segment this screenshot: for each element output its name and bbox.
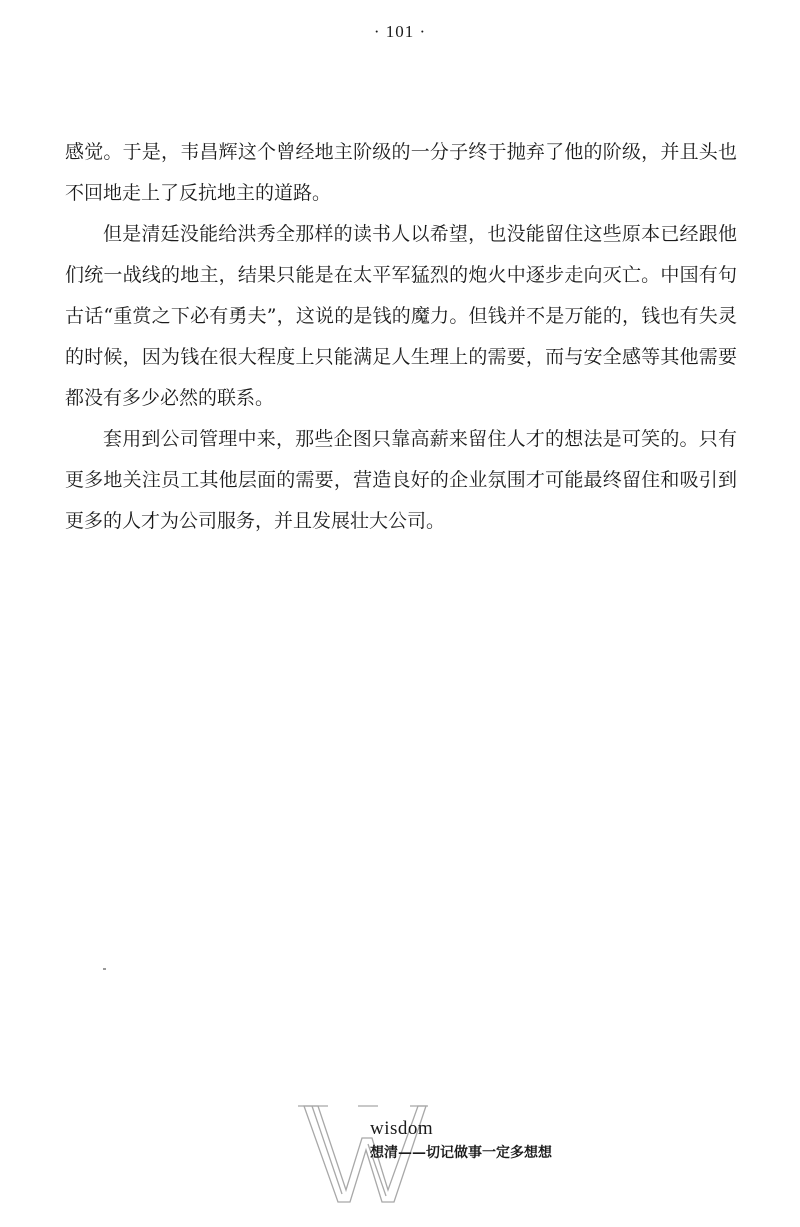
scan-mark	[103, 968, 106, 970]
body-text	[65, 132, 737, 542]
paragraph: 但是清廷没能给洪秀全那样的读书人以希望，也没能留住这些原本已经跟他们统一战线的地主，结果只能是在太平军猛烈的炮火中逐步走向灭亡。中国有句古话“重赏之下必有勇夫”，这说的是钱的魔力。但钱并不是万能的，钱也有失灵的时候，因为钱在很大程度上只能满足人生理上的需要，而与安全感等其他需要都没有多少必然的联系。	[65, 223, 737, 409]
paragraph-continuation: 感觉。于是，韦昌辉这个曾经地主阶级的一分子终于抛弃了他的阶级，并且头也不回地走上了反抗地主的道路。	[65, 141, 737, 204]
footer-word: wisdom	[370, 1118, 434, 1139]
paragraph: 套用到公司管理中来，那些企图只靠高薪来留住人才的想法是可笑的。只有更多地关注员工其他层面的需要，营造良好的企业氛围才可能最终留住和吸引到更多的人才为公司服务，并且发展壮大公司。	[65, 428, 737, 532]
page-number: · 101 ·	[373, 22, 427, 41]
footer-slogan: 想清——切记做事一定多想想	[370, 1145, 552, 1161]
footer-logo	[298, 1094, 628, 1214]
